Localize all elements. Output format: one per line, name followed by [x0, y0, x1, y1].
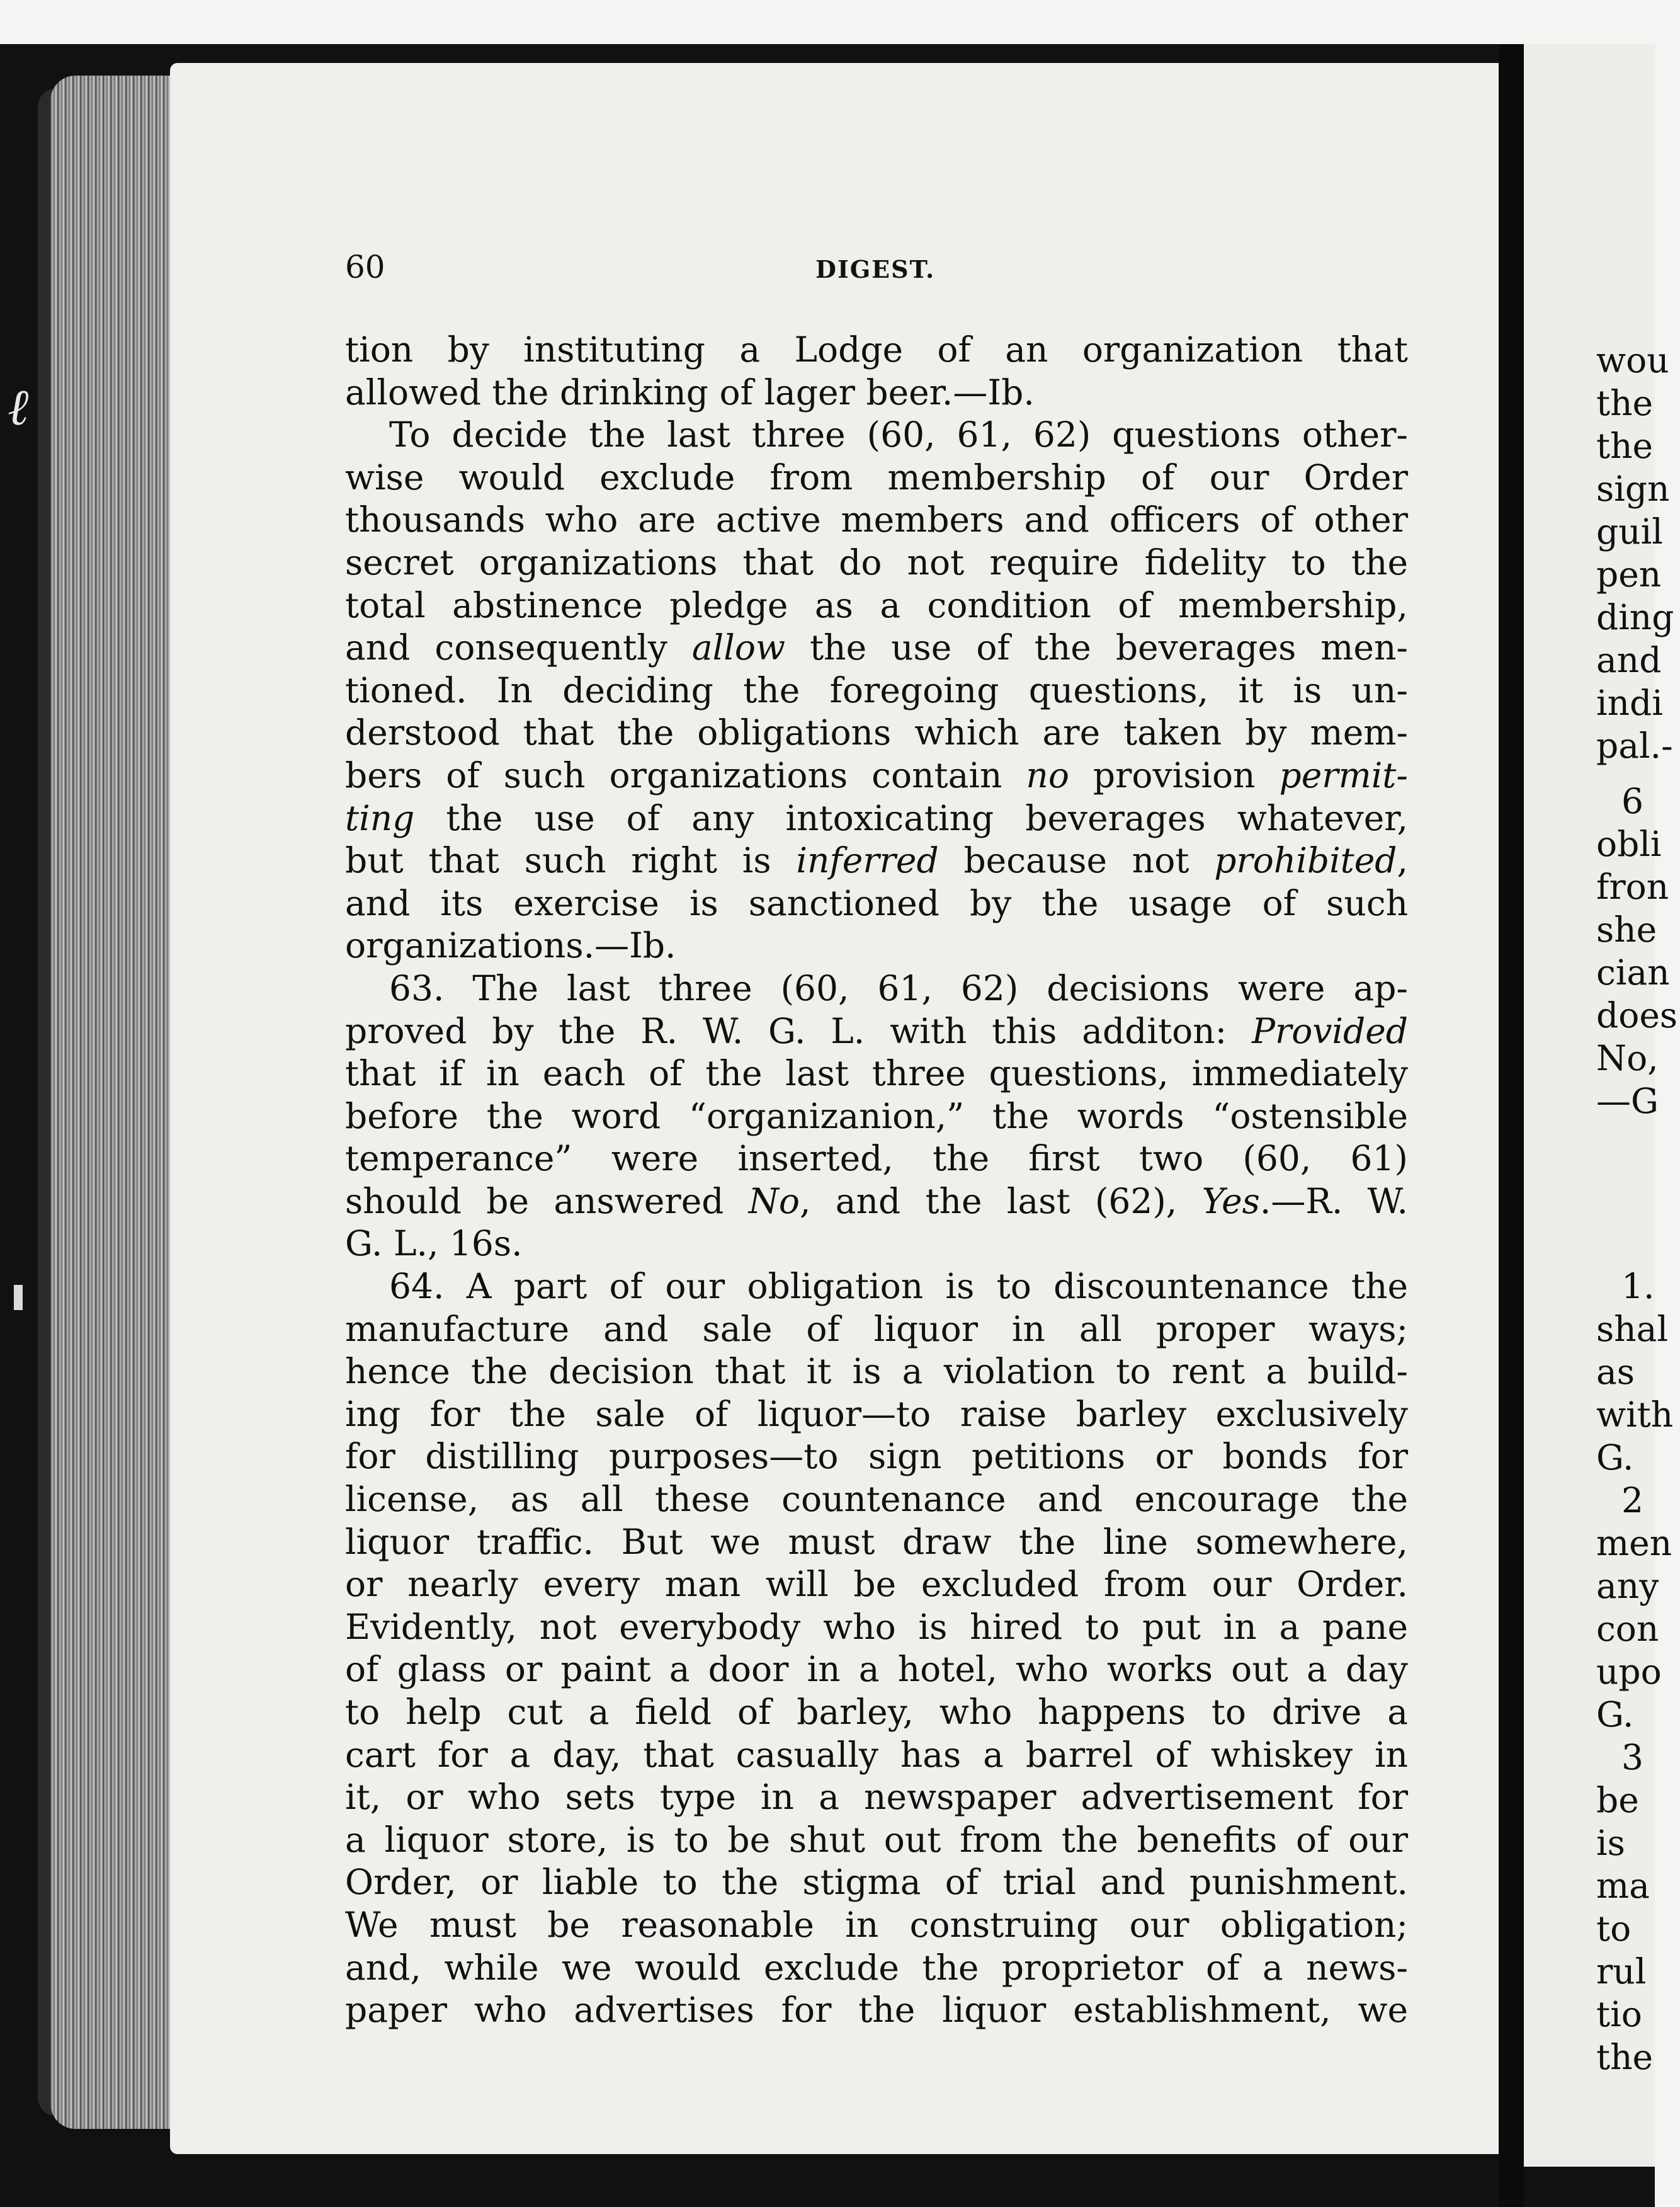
- running-head: DIGEST.: [815, 255, 936, 283]
- text-line: secret organizations that do not require fidelity to the: [345, 542, 1408, 583]
- text-line: and consequently allow the use of the beverages men-: [345, 627, 1408, 668]
- scan-border-right: [1655, 0, 1680, 2207]
- scan-border-top: [0, 0, 1680, 44]
- right-page-fragment: with: [1596, 1394, 1674, 1435]
- text-line: that if in each of the last three questions, immediately: [345, 1053, 1408, 1094]
- text-line: paper who advertises for the liquor establishment, we: [345, 1990, 1408, 2031]
- text-line: liquor traffic. But we must draw the line somewhere,: [345, 1521, 1408, 1562]
- text-line: organizations.—Ib.: [345, 925, 676, 966]
- text-line: 64. A part of our obligation is to discountenance the: [389, 1266, 1408, 1307]
- text-line: tioned. In deciding the foregoing questions, it is un-: [345, 670, 1408, 710]
- right-page-fragment: 6: [1621, 781, 1643, 821]
- text-line: ing for the sale of liquor—to raise barley exclusively: [345, 1393, 1408, 1434]
- right-page-fragment: to: [1596, 1908, 1632, 1949]
- right-page-fragment: 3: [1621, 1737, 1643, 1777]
- right-page-fragment: is: [1596, 1823, 1625, 1863]
- right-page-fragment: wou: [1596, 340, 1669, 380]
- right-page-fragment: men: [1596, 1523, 1672, 1563]
- text-line: proved by the R. W. G. L. with this additon: Provided: [345, 1010, 1408, 1051]
- right-page-fragment: ma: [1596, 1866, 1650, 1906]
- right-page-fragment: the: [1596, 2037, 1654, 2077]
- text-line: of glass or paint a door in a hotel, who works out a day: [345, 1649, 1408, 1690]
- book-gutter: [1499, 44, 1524, 2207]
- right-page-fragment: shal: [1596, 1309, 1669, 1349]
- right-page-fragment: G.: [1596, 1694, 1634, 1735]
- text-line: G. L., 16s.: [345, 1223, 523, 1264]
- body-text: [345, 329, 1408, 2032]
- right-page-fragment: —G: [1596, 1081, 1659, 1121]
- right-page-fragment: sign: [1596, 469, 1670, 509]
- text-line: thousands who are active members and officers of other: [345, 499, 1408, 540]
- text-line: tion by instituting a Lodge of an organization that: [345, 329, 1408, 370]
- text-line: and, while we would exclude the proprietor of a news-: [345, 1947, 1408, 1988]
- right-page-fragment: G.: [1596, 1437, 1634, 1478]
- text-line: To decide the last three (60, 61, 62) questions other-: [389, 414, 1408, 455]
- text-line: Evidently, not everybody who is hired to put in a pane: [345, 1606, 1408, 1647]
- text-line: and its exercise is sanctioned by the usage of such: [345, 882, 1408, 923]
- text-line: to help cut a field of barley, who happens to drive a: [345, 1692, 1408, 1732]
- right-page-fragment: cian: [1596, 952, 1670, 993]
- text-line: derstood that the obligations which are taken by mem-: [345, 712, 1408, 753]
- right-page-fragment: No,: [1596, 1038, 1659, 1078]
- right-page-fragment: pal.-: [1596, 726, 1673, 766]
- right-page-fragment: does: [1596, 995, 1678, 1035]
- margin-mark: ℓ: [8, 378, 29, 436]
- right-page-fragment: the: [1596, 383, 1654, 423]
- text-line: before the word “organizanion,” the words “ostensible: [345, 1095, 1408, 1136]
- right-page-fragment: be: [1596, 1780, 1639, 1820]
- text-line: total abstinence pledge as a condition of membership,: [345, 585, 1408, 625]
- text-line: for distilling purposes—to sign petitions or bonds for: [345, 1436, 1408, 1477]
- right-page-fragment: pen: [1596, 554, 1662, 595]
- text-line: 63. The last three (60, 61, 62) decisions were ap-: [389, 967, 1408, 1008]
- right-page-fragment: guil: [1596, 511, 1663, 552]
- right-page-fragment: indi: [1596, 683, 1663, 723]
- right-page-fragment: the: [1596, 426, 1654, 466]
- text-line: allowed the drinking of lager beer.—Ib.: [345, 372, 1035, 413]
- right-page-fragment: upo: [1596, 1651, 1662, 1692]
- text-line: bers of such organizations contain no provision permit-: [345, 755, 1408, 796]
- right-page-fragment: rul: [1596, 1951, 1647, 1992]
- right-page-fragment: any: [1596, 1566, 1659, 1606]
- page-number: 60: [345, 249, 385, 285]
- right-page-fragment: as: [1596, 1352, 1635, 1392]
- right-page-fragment: fron: [1596, 867, 1669, 907]
- margin-dot: [14, 1285, 23, 1310]
- text-line: We must be reasonable in construing our obligation;: [345, 1904, 1408, 1945]
- text-line: wise would exclude from membership of our Order: [345, 457, 1408, 498]
- right-page-fragment: ding: [1596, 597, 1674, 637]
- text-line: temperance” were inserted, the first two (60, 61): [345, 1138, 1408, 1179]
- text-line: Order, or liable to the stigma of trial and punishment.: [345, 1862, 1408, 1903]
- page-stack-edges: [50, 76, 183, 2129]
- right-page-fragment: and: [1596, 640, 1662, 680]
- text-line: license, as all these countenance and encourage the: [345, 1479, 1408, 1520]
- text-line: hence the decision that it is a violation to rent a build-: [345, 1351, 1408, 1392]
- text-line: but that such right is inferred because not prohibited,: [345, 840, 1408, 881]
- right-page-fragment: 2: [1621, 1480, 1643, 1520]
- right-page-fragment: obli: [1596, 824, 1662, 864]
- text-line: cart for a day, that casually has a barrel of whiskey in: [345, 1734, 1408, 1775]
- right-page-fragment: con: [1596, 1609, 1659, 1649]
- right-page-fragment: tio: [1596, 1994, 1642, 2034]
- text-line: ting the use of any intoxicating beverages whatever,: [345, 797, 1408, 838]
- text-line: should be answered No, and the last (62), Yes.—R. W.: [345, 1180, 1409, 1221]
- right-page-fragment: she: [1596, 910, 1657, 950]
- text-line: or nearly every man will be excluded from our Order.: [345, 1564, 1408, 1605]
- text-line: a liquor store, is to be shut out from the benefits of our: [345, 1819, 1408, 1860]
- right-page-fragment: 1.: [1621, 1266, 1655, 1306]
- text-line: manufacture and sale of liquor in all proper ways;: [345, 1308, 1408, 1349]
- text-line: it, or who sets type in a newspaper advertisement for: [345, 1777, 1408, 1818]
